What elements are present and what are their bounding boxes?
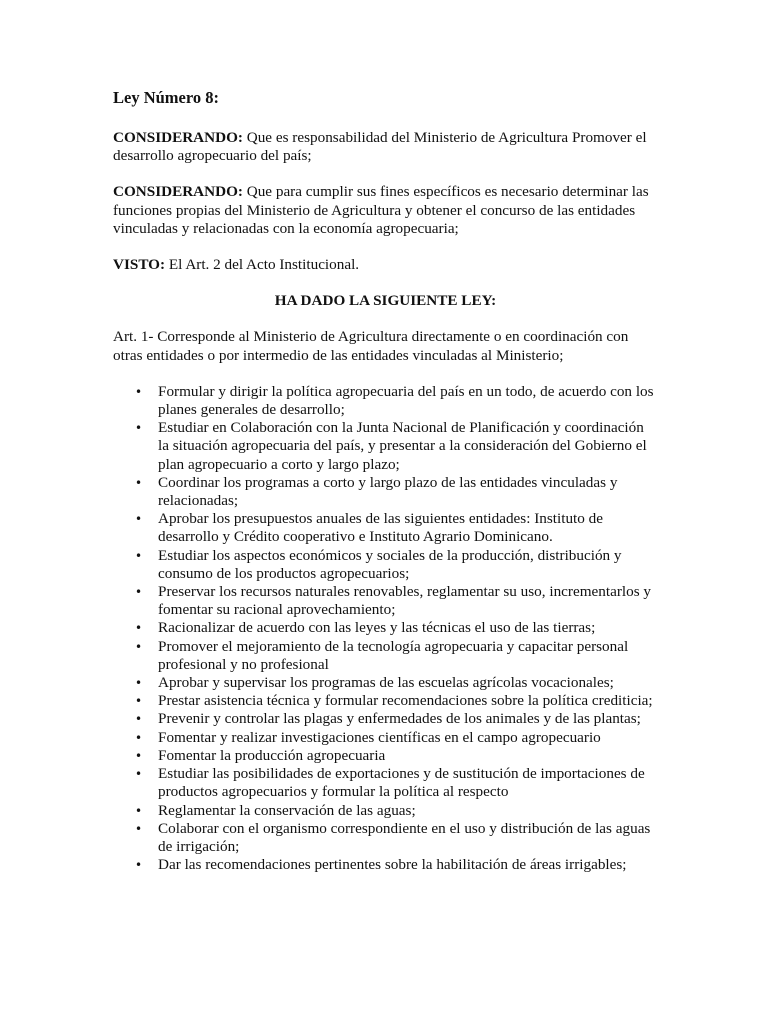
considerando-paragraph-1 (113, 129, 658, 165)
bullet-icon: • (135, 585, 143, 600)
list-item (113, 802, 658, 820)
list-item-text: Aprobar los presupuestos anuales de las siguientes entidades: Instituto de desarrollo y Crédito cooperativo e Instituto Agrario Dominicano. (158, 510, 603, 546)
considerando-paragraph-2 (113, 183, 658, 238)
list-item (113, 710, 658, 728)
bullet-icon: • (135, 730, 143, 745)
functions-list (113, 383, 658, 874)
bullet-icon: • (135, 803, 143, 818)
list-item (113, 692, 658, 710)
visto-text: El Art. 2 del Acto Institucional. (165, 256, 360, 274)
bullet-icon: • (135, 421, 143, 436)
list-item (113, 619, 658, 637)
bullet-icon: • (135, 676, 143, 691)
list-item (113, 638, 658, 674)
list-item (113, 419, 658, 474)
list-item-text: Prevenir y controlar las plagas y enfermedades de los animales y de las plantas; (158, 710, 641, 728)
list-item (113, 820, 658, 856)
considerando-text-2: Que para cumplir sus fines específicos es necesario determinar las funciones propias del Ministerio de Agricultura y obtener el concurso de las entidades vinculadas y relacionadas con la economía agropecuaria; (113, 183, 649, 237)
bullet-icon: • (135, 621, 143, 636)
visto-label: VISTO: (113, 256, 166, 274)
list-item (113, 729, 658, 747)
list-item (113, 747, 658, 765)
bullet-icon: • (135, 384, 143, 399)
bullet-icon: • (135, 767, 143, 782)
article-1-paragraph: Art. 1- Corresponde al Ministerio de Agricultura directamente o en coordinación con otras entidades o por intermedio de las entidades vinculadas al Ministerio; (113, 328, 629, 364)
list-item-text: Fomentar la producción agropecuaria (158, 746, 386, 764)
bullet-icon: • (135, 821, 143, 836)
list-item (113, 856, 658, 874)
considerando-text-1: Que es responsabilidad del Ministerio de Agricultura Promover el desarrollo agropecuario del país; (113, 129, 647, 165)
document-page (113, 88, 658, 874)
list-item (113, 674, 658, 692)
list-item-text: Estudiar los aspectos económicos y sociales de la producción, distribución y consumo de los productos agropecuarios; (158, 546, 622, 582)
visto-paragraph (113, 256, 658, 274)
list-item (113, 765, 658, 801)
list-item-text: Aprobar y supervisar los programas de las escuelas agrícolas vocacionales; (158, 674, 614, 692)
list-item-text: Reglamentar la conservación de las aguas; (158, 801, 416, 819)
considerando-label-2: CONSIDERANDO: (113, 183, 243, 201)
list-item (113, 474, 658, 510)
bullet-icon: • (135, 712, 143, 727)
bullet-icon: • (135, 639, 143, 654)
list-item (113, 510, 658, 546)
list-item-text: Racionalizar de acuerdo con las leyes y las técnicas el uso de las tierras; (158, 619, 596, 637)
list-item-text: Dar las recomendaciones pertinentes sobre la habilitación de áreas irrigables; (158, 856, 627, 874)
list-item-text: Prestar asistencia técnica y formular recomendaciones sobre la política crediticia; (158, 692, 653, 710)
list-item-text: Fomentar y realizar investigaciones científicas en el campo agropecuario (158, 728, 601, 746)
list-item (113, 383, 658, 419)
list-item-text: Estudiar en Colaboración con la Junta Nacional de Planificación y coordinación la situación agropecuaria del país, y presentar a la consideración del Gobierno el plan agropecuario a corto y largo plazo; (158, 419, 647, 473)
list-item-text: Preservar los recursos naturales renovables, reglamentar su uso, incrementarlos y fomentar su racional aprovechamiento; (158, 583, 652, 619)
bullet-icon: • (135, 858, 143, 873)
bullet-icon: • (135, 748, 143, 763)
law-heading: HA DADO LA SIGUIENTE LEY: (274, 292, 497, 310)
list-item (113, 547, 658, 583)
bullet-icon: • (135, 548, 143, 563)
list-item-text: Estudiar las posibilidades de exportaciones y de sustitución de importaciones de productos agropecuarios y formular la política al respecto (158, 765, 645, 801)
document-title: Ley Número 8: (113, 88, 220, 107)
bullet-icon: • (135, 694, 143, 709)
list-item-text: Formular y dirigir la política agropecuaria del país en un todo, de acuerdo con los planes generales de desarrollo; (158, 382, 654, 419)
bullet-icon: • (135, 512, 143, 527)
considerando-label-1: CONSIDERANDO: (113, 129, 243, 146)
list-item-text: Coordinar los programas a corto y largo plazo de las entidades vinculadas y relacionadas; (158, 473, 618, 510)
list-item-text: Promover el mejoramiento de la tecnología agropecuaria y capacitar personal profesional y no profesional (158, 637, 629, 673)
list-item-text: Colaborar con el organismo correspondiente en el uso y distribución de las aguas de irrigación; (158, 819, 651, 855)
bullet-icon: • (135, 475, 143, 490)
list-item (113, 583, 658, 619)
